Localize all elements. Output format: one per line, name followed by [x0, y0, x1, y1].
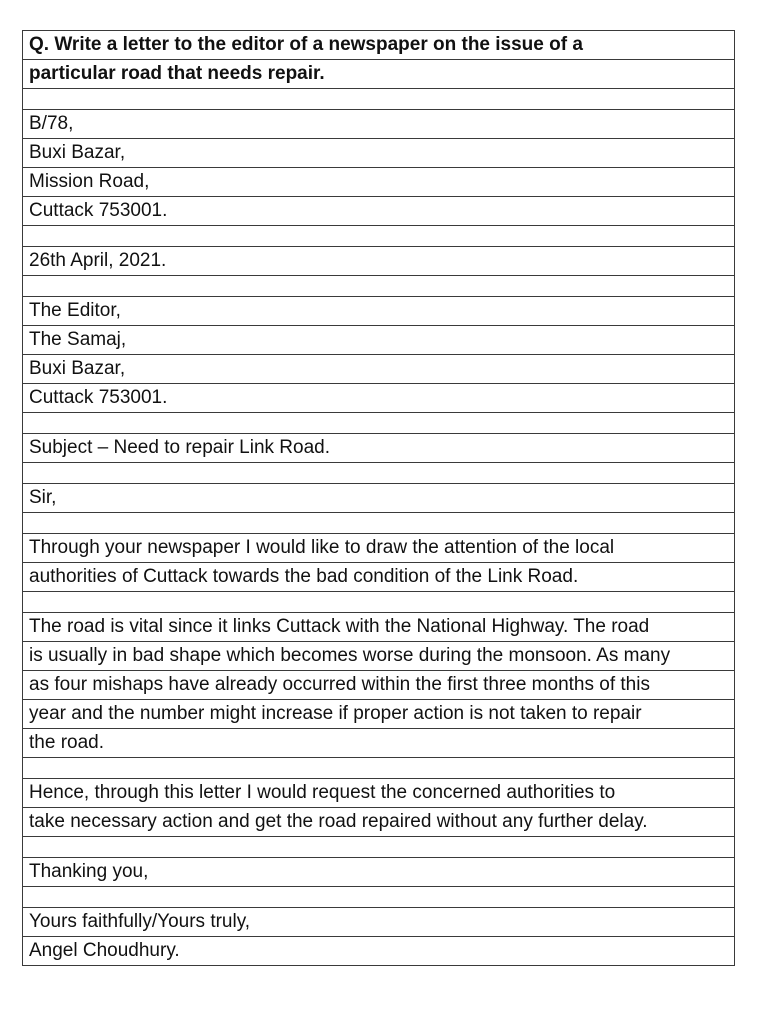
- blank-row: [23, 887, 734, 908]
- letter-date: 26th April, 2021.: [23, 247, 734, 276]
- body-paragraph-2-line: the road.: [23, 729, 734, 758]
- recipient-address-line: The Samaj,: [23, 326, 734, 355]
- sender-address-line: Buxi Bazar,: [23, 139, 734, 168]
- blank-row: [23, 463, 734, 484]
- recipient-address-line: Buxi Bazar,: [23, 355, 734, 384]
- body-paragraph-3-line: take necessary action and get the road repaired without any further delay.: [23, 808, 734, 837]
- body-paragraph-2-line: as four mishaps have already occurred within the first three months of this: [23, 671, 734, 700]
- letter-table: [22, 30, 735, 966]
- blank-row: [23, 226, 734, 247]
- subject-line: Subject – Need to repair Link Road.: [23, 434, 734, 463]
- body-paragraph-1-line: authorities of Cuttack towards the bad condition of the Link Road.: [23, 563, 734, 592]
- blank-row: [23, 758, 734, 779]
- sender-address-line: B/78,: [23, 110, 734, 139]
- salutation: Sir,: [23, 484, 734, 513]
- blank-row: [23, 413, 734, 434]
- recipient-address-line: Cuttack 753001.: [23, 384, 734, 413]
- sender-address-line: Mission Road,: [23, 168, 734, 197]
- question-line: Q. Write a letter to the editor of a newspaper on the issue of a: [23, 31, 734, 60]
- body-paragraph-2-line: The road is vital since it links Cuttack with the National Highway. The road: [23, 613, 734, 642]
- blank-row: [23, 592, 734, 613]
- body-paragraph-2-line: year and the number might increase if proper action is not taken to repair: [23, 700, 734, 729]
- signature-name: Angel Choudhury.: [23, 937, 734, 966]
- blank-row: [23, 89, 734, 110]
- body-paragraph-2-line: is usually in bad shape which becomes worse during the monsoon. As many: [23, 642, 734, 671]
- question-line: particular road that needs repair.: [23, 60, 734, 89]
- body-paragraph-3-line: Hence, through this letter I would request the concerned authorities to: [23, 779, 734, 808]
- sender-address-line: Cuttack 753001.: [23, 197, 734, 226]
- closing-line: Thanking you,: [23, 858, 734, 887]
- recipient-address-line: The Editor,: [23, 297, 734, 326]
- blank-row: [23, 837, 734, 858]
- body-paragraph-1-line: Through your newspaper I would like to draw the attention of the local: [23, 534, 734, 563]
- blank-row: [23, 513, 734, 534]
- sign-off-line: Yours faithfully/Yours truly,: [23, 908, 734, 937]
- blank-row: [23, 276, 734, 297]
